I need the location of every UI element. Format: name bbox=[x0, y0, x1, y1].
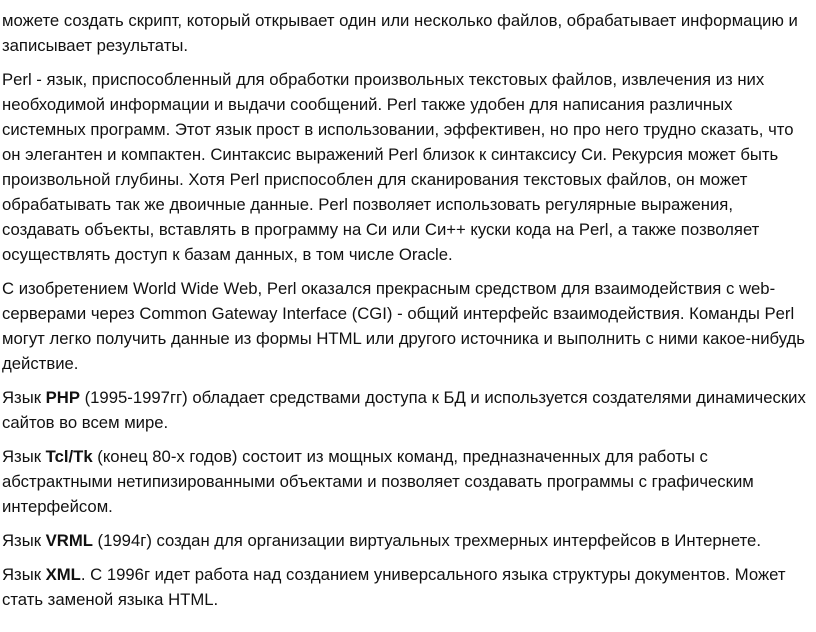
tcltk-prefix: Язык bbox=[2, 447, 46, 466]
vrml-description: (1994г) создан для организации виртуальных трехмерных интерфейсов в Интернете. bbox=[92, 531, 761, 550]
php-description: (1995-1997гг) обладает средствами доступа к БД и используется создателями динамических сайтов во всем мире. bbox=[2, 388, 806, 432]
paragraph-perl-web: С изобретением World Wide Web, Perl оказался прекрасным средством для взаимодействия с web-серверами через Common Gateway Interface (CGI) - общий интерфейс взаимодействия. Команды Perl могут легко получить данные из формы HTML или другого источника и выполнить с ними какое-нибудь действие. bbox=[2, 279, 805, 373]
paragraph-tcltk bbox=[2, 444, 810, 519]
paragraph-perl: Perl - язык, приспособленный для обработки произвольных текстовых файлов, извлечения из них необходимой информации и выдачи сообщений. Perl также удобен для написания различных системных программ. Этот язык прост в использовании, эффективен, но про него трудно сказать, что он элегантен и компактен. Синтаксис выражений Perl близок к синтаксису Си. Рекурсия может быть произвольной глубины. Хотя Perl приспособлен для сканирования текстовых файлов, он может обрабатывать так же двоичные данные. Perl позволяет использовать регулярные выражения, создавать объекты, вставлять в программу на Си или Си++ куски кода на Perl, а также позволяет осуществлять доступ к базам данных, в том числе Oracle. bbox=[2, 70, 794, 264]
paragraph-xml bbox=[2, 562, 810, 612]
xml-term: XML bbox=[45, 565, 81, 584]
paragraph-intro: можете создать скрипт, который открывает один или несколько файлов, обрабатывает информацию и записывает результаты. bbox=[2, 11, 798, 55]
paragraph-php bbox=[2, 385, 810, 435]
paragraph-vrml bbox=[2, 528, 810, 553]
xml-prefix: Язык bbox=[2, 565, 46, 584]
xml-description: . С 1996г идет работа над созданием универсального языка структуры документов. Может стать заменой языка HTML. bbox=[2, 565, 786, 609]
vrml-prefix: Язык bbox=[2, 531, 46, 550]
vrml-term: VRML bbox=[45, 531, 93, 550]
tcltk-description: (конец 80-х годов) состоит из мощных команд, предназначенных для работы с абстрактными нетипизированными объектами и позволяет создавать программы с графическим интерфейсом. bbox=[2, 447, 754, 516]
php-prefix: Язык bbox=[2, 388, 46, 407]
php-term: PHP bbox=[45, 388, 80, 407]
tcltk-term: Tcl/Tk bbox=[45, 447, 93, 466]
